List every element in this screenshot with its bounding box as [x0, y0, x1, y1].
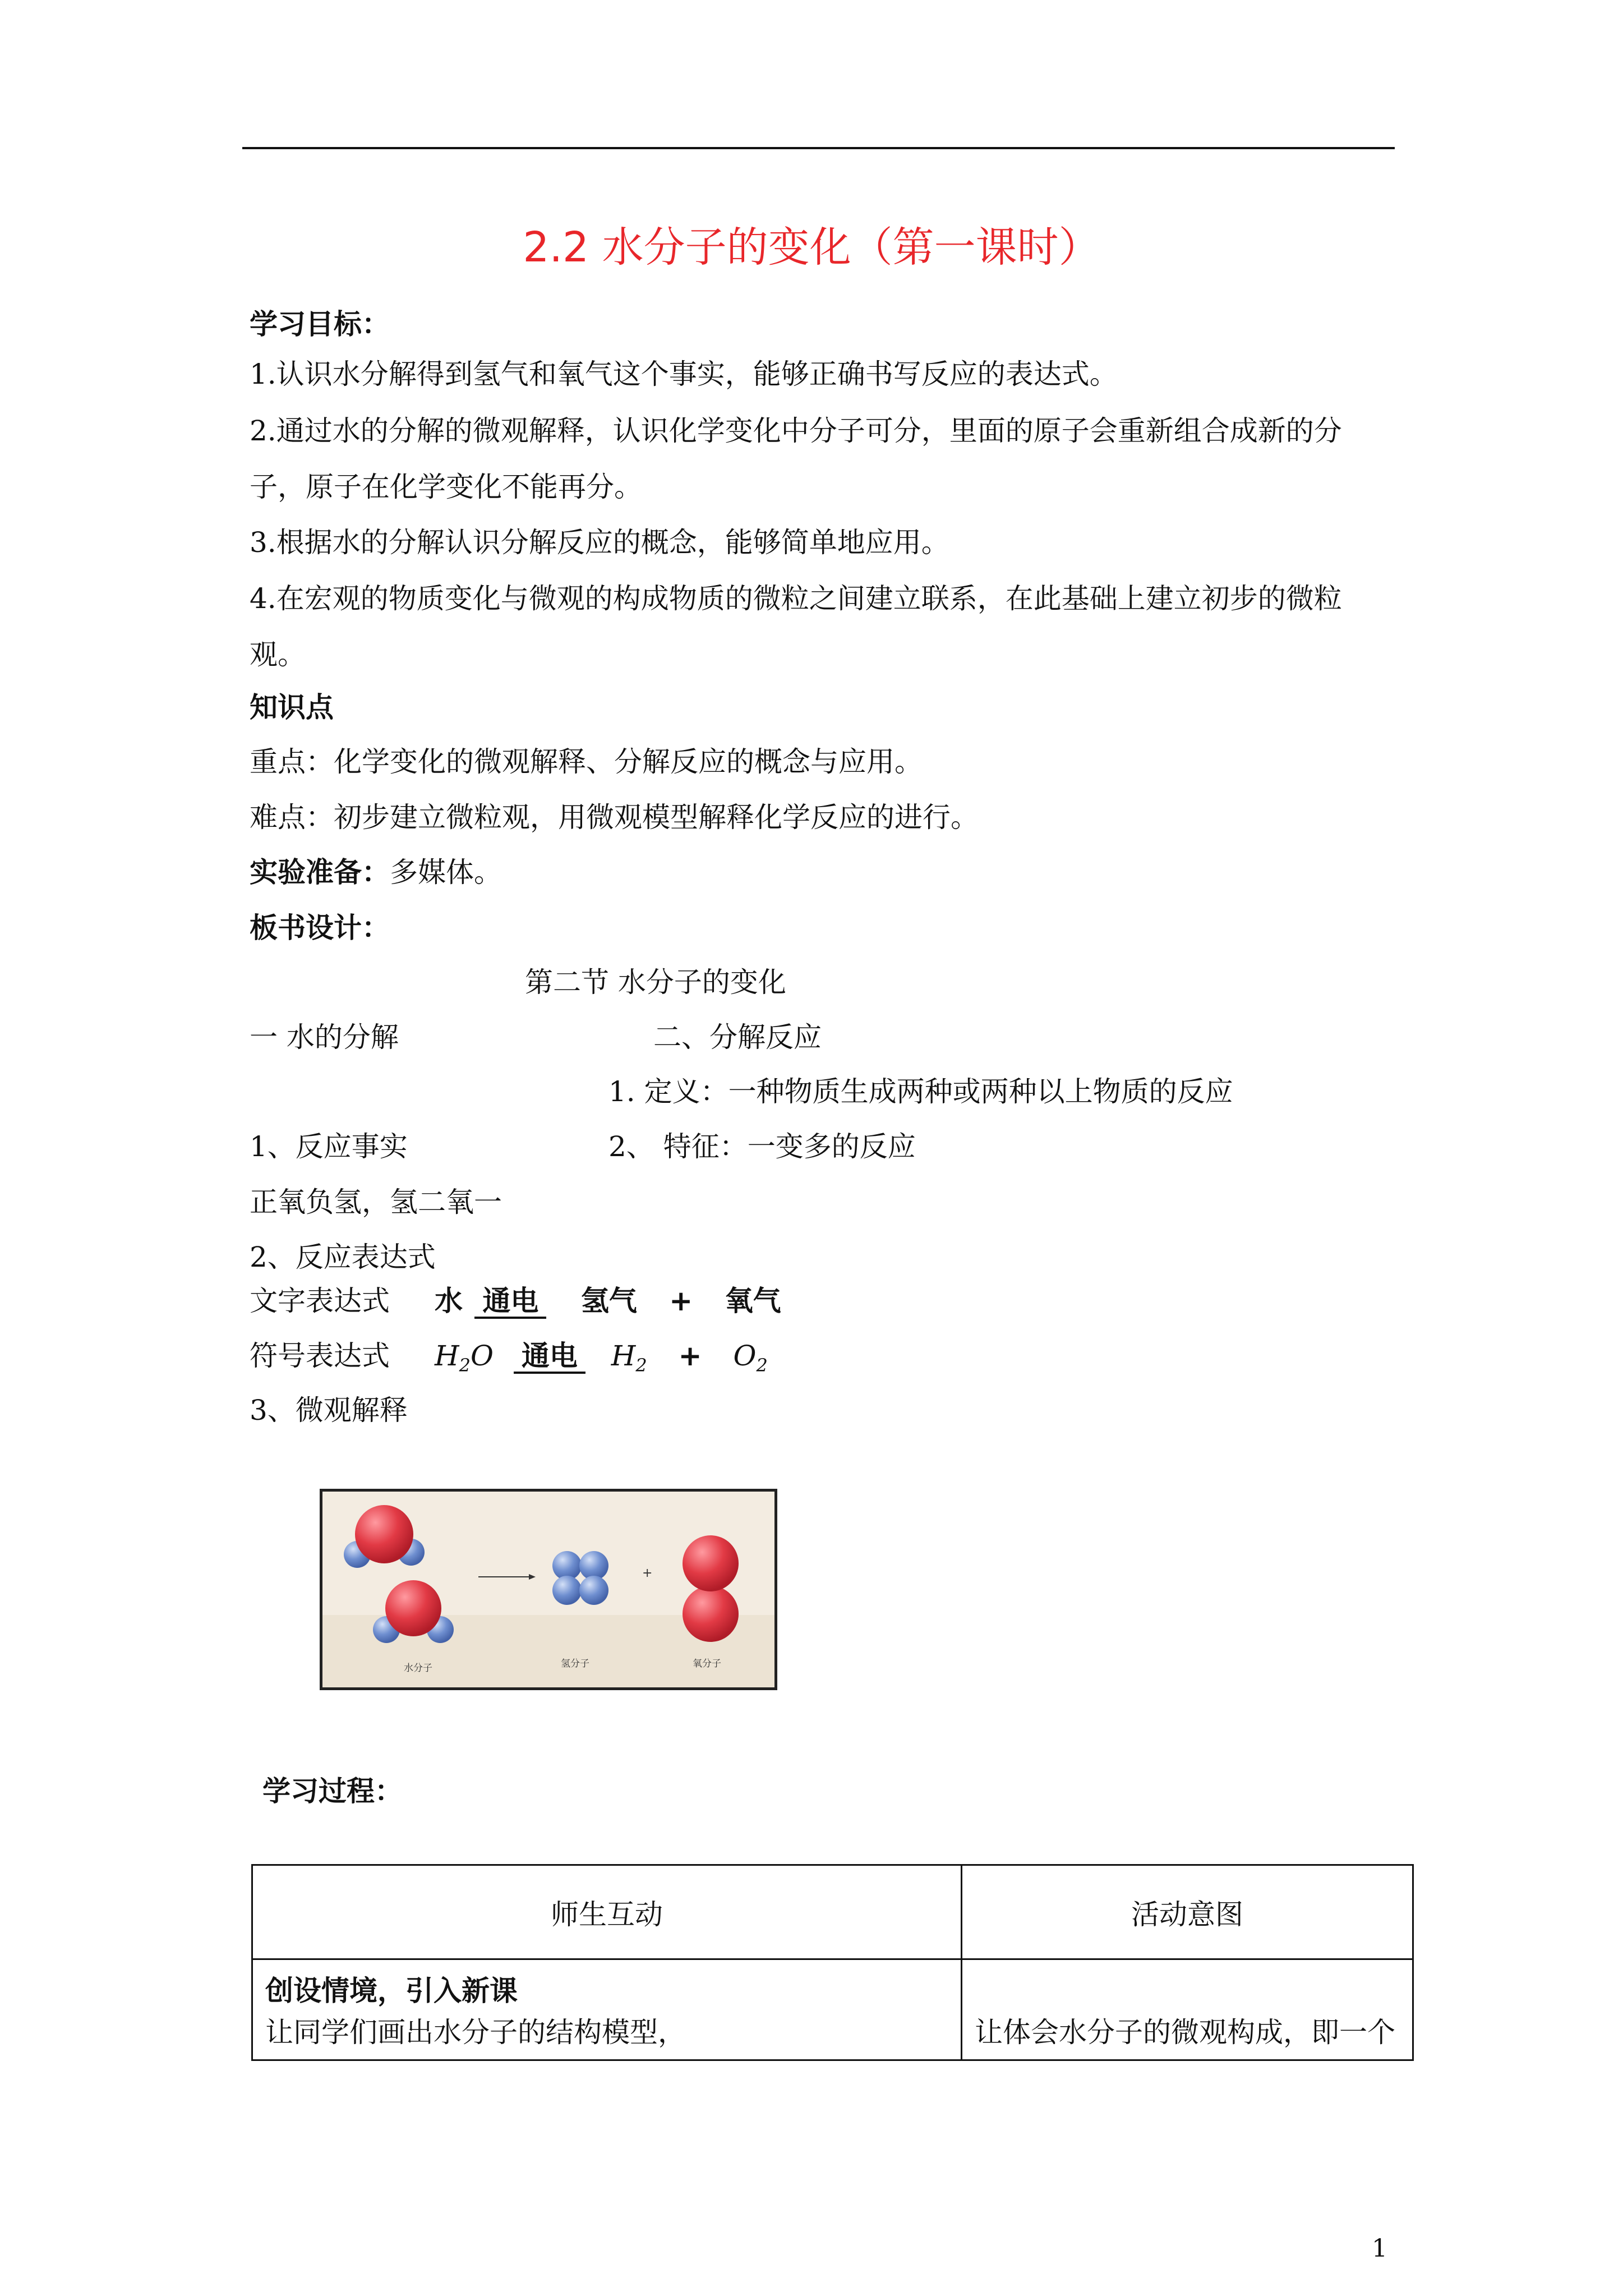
label-hydrogen-molecule: 氢分子 — [561, 1658, 589, 1669]
objective-4: 4.在宏观的物质变化与微观的构成物质的微粒之间建立联系，在此基础上建立初步的微粒观。 — [250, 582, 1342, 671]
symbol-reactant: $H_2O$ — [435, 1340, 494, 1376]
header-rule — [242, 147, 1395, 149]
knowledge-heading: 知识点 — [250, 691, 334, 724]
word-plus: + — [669, 1285, 693, 1317]
objectives-heading: 学习目标： — [250, 308, 390, 341]
word-reactant: 水 — [435, 1285, 463, 1317]
table-header-row — [252, 1865, 1413, 1959]
molecule-diagram — [322, 1492, 774, 1687]
board-left-1: 一 水的分解 — [250, 1021, 399, 1053]
experiment-value: 多媒体。 — [390, 856, 502, 889]
table-row — [252, 1959, 1413, 2060]
board-right-1: 二、分解反应 — [653, 1021, 822, 1053]
symbol-condition: 通电 — [514, 1340, 585, 1374]
symbol-plus: + — [678, 1340, 702, 1372]
page-number: 1 — [1372, 2234, 1387, 2263]
board-section-title: 第二节 水分子的变化 — [525, 966, 786, 999]
experiment-label: 实验准备： — [250, 856, 390, 889]
process-table — [251, 1864, 1414, 2061]
row1-heading: 创设情境，引入新课 — [265, 1975, 518, 2007]
objective-3: 3.根据水的分解认识分解反应的概念，能够简单地应用。 — [250, 526, 949, 559]
row1-text: 让同学们画出水分子的结构模型， — [265, 2016, 686, 2049]
symbol-product-2: $O_2$ — [733, 1340, 768, 1376]
experiment-line — [250, 854, 502, 891]
column-header-interaction: 师生互动 — [252, 1865, 962, 1959]
symbol-expression — [435, 1337, 768, 1384]
page-title: 2.2 水分子的变化（第一课时） — [523, 223, 1100, 272]
process-heading: 学习过程： — [262, 1775, 403, 1807]
board-heading: 板书设计： — [250, 912, 390, 944]
label-oxygen-molecule: 氧分子 — [693, 1658, 721, 1669]
board-left-4: 3、微观解释 — [250, 1394, 408, 1427]
column-header-intent: 活动意图 — [962, 1865, 1413, 1959]
word-product-2: 氧气 — [725, 1285, 781, 1317]
word-expression-label: 文字表达式 — [250, 1285, 390, 1317]
symbol-product-1: $H_2$ — [611, 1340, 647, 1376]
board-definition: 1. 定义：一种物质生成两种或两种以上物质的反应 — [608, 1075, 1233, 1108]
word-product-1: 氢气 — [580, 1285, 637, 1317]
label-water-molecule: 水分子 — [404, 1663, 432, 1674]
objective-2: 2.通过水的分解的微观解释，认识化学变化中分子可分，里面的原子会重新组合成新的分子，原子在化学变化不能再分。 — [250, 415, 1342, 503]
board-fact: 正氧负氢，氢二氧一 — [250, 1186, 502, 1218]
board-feature: 2、 特征：一变多的反应 — [608, 1130, 916, 1163]
board-left-3: 2、反应表达式 — [250, 1241, 436, 1273]
knowledge-key: 重点：化学变化的微观解释、分解反应的概念与应用。 — [250, 746, 923, 778]
objective-1: 1.认识水分解得到氢气和氧气这个事实，能够正确书写反应的表达式。 — [250, 358, 1118, 390]
word-expression — [435, 1282, 781, 1319]
board-left-2: 1、反应事实 — [250, 1130, 408, 1163]
row1-interaction-cell — [252, 1959, 962, 2060]
knowledge-difficult: 难点：初步建立微粒观，用微观模型解释化学反应的进行。 — [250, 801, 979, 834]
row1-intent: 让体会水分子的微观构成，即一个 — [975, 2016, 1395, 2049]
figure-plus: + — [642, 1566, 653, 1580]
symbol-expression-label: 符号表达式 — [250, 1340, 390, 1372]
word-condition: 通电 — [474, 1285, 546, 1319]
water-decomposition-figure — [320, 1489, 777, 1690]
row1-intent-cell — [962, 1959, 1413, 2060]
